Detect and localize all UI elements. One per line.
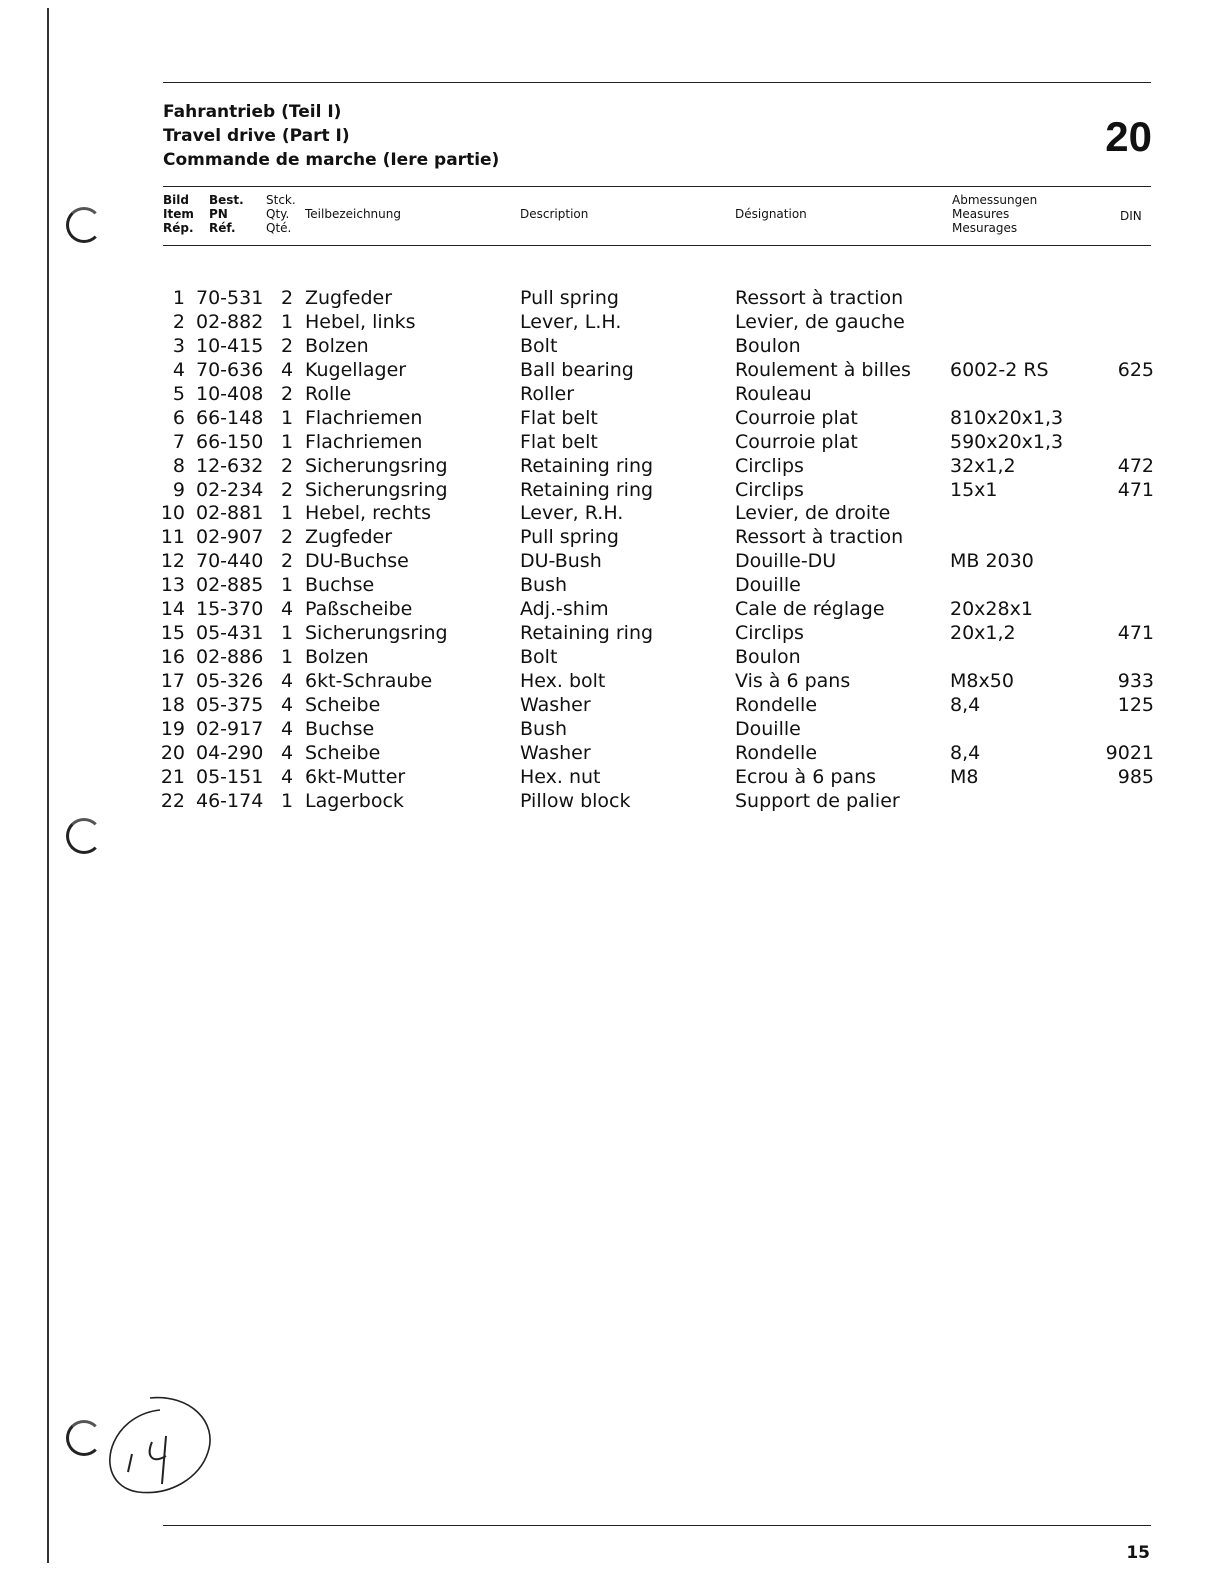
cell-item: 20 (160, 741, 185, 764)
cell-de: Zugfeder (305, 287, 393, 309)
cell-de: 6kt-Schraube (305, 670, 433, 692)
cell-pn: 02-886 (196, 646, 264, 669)
cell-en: Flat belt (520, 430, 598, 453)
cell-fr: Ecrou à 6 pans (735, 765, 877, 788)
cell-fr: Douille-DU (735, 550, 837, 573)
table-row (0, 310, 1224, 334)
cell-fr: Boulon (735, 334, 801, 357)
title-german: Fahrantrieb (Teil I) (163, 102, 342, 122)
cell-dim: 810x20x1,3 (950, 406, 1064, 429)
cell-fr: Circlips (735, 454, 804, 477)
table-row (0, 406, 1224, 430)
punch-hole-icon (66, 1420, 102, 1456)
cell-dim: M8 (950, 765, 979, 788)
cell-pn: 46-174 (196, 789, 264, 812)
cell-en: Retaining ring (520, 478, 654, 501)
cell-de: Rolle (305, 382, 352, 405)
cell-de: Paßscheibe (305, 598, 413, 621)
cell-en: Pull spring (520, 287, 619, 309)
cell-pn: 02-885 (196, 574, 264, 597)
header-teilbezeichnung: Teilbezeichnung (305, 207, 401, 221)
top-rule (163, 82, 1151, 83)
cell-item: 21 (160, 765, 185, 788)
punch-hole-icon (66, 207, 102, 243)
table-row (0, 669, 1224, 693)
handwritten-page-note-icon (100, 1392, 220, 1502)
cell-fr: Levier, de droite (735, 502, 891, 525)
table-row (0, 717, 1224, 741)
section-number: 20 (1105, 113, 1152, 160)
cell-de: Lagerbock (305, 789, 404, 812)
cell-item: 4 (172, 358, 185, 381)
cell-fr: Levier, de gauche (735, 310, 905, 333)
cell-din: 625 (1117, 358, 1154, 381)
cell-pn: 05-151 (196, 765, 264, 788)
table-row (0, 741, 1224, 765)
title-french: Commande de marche (Iere partie) (163, 150, 500, 170)
table-row (0, 597, 1224, 621)
cell-de: Flachriemen (305, 406, 423, 429)
title-english: Travel drive (Part I) (163, 126, 350, 146)
cell-fr: Support de palier (735, 789, 900, 812)
table-row (0, 430, 1224, 454)
cell-qty: 4 (281, 741, 294, 764)
cell-en: Pull spring (520, 526, 619, 549)
cell-dim: MB 2030 (950, 550, 1034, 573)
cell-qty: 4 (281, 717, 294, 740)
cell-item: 10 (160, 502, 185, 525)
cell-item: 16 (160, 646, 185, 669)
cell-pn: 02-881 (196, 502, 264, 525)
cell-en: Washer (520, 741, 591, 764)
header-qty: Stck. Qty. Qté. (266, 193, 296, 235)
cell-item: 7 (172, 430, 185, 453)
cell-pn: 05-326 (196, 670, 264, 692)
cell-item: 5 (172, 382, 185, 405)
cell-dim: 15x1 (950, 478, 998, 501)
cell-en: Hex. nut (520, 765, 601, 788)
cell-qty: 4 (281, 598, 294, 621)
cell-fr: Boulon (735, 646, 801, 669)
cell-din: 933 (1117, 670, 1154, 692)
cell-qty: 4 (281, 765, 294, 788)
table-row (0, 478, 1224, 502)
cell-dim: 6002-2 RS (950, 358, 1049, 381)
cell-pn: 66-150 (196, 430, 264, 453)
cell-en: Retaining ring (520, 622, 654, 645)
header-top-rule (163, 186, 1151, 187)
cell-fr: Rouleau (735, 382, 812, 405)
cell-dim: 20x1,2 (950, 622, 1016, 645)
cell-en: Pillow block (520, 789, 631, 812)
cell-pn: 70-531 (196, 287, 264, 309)
cell-pn: 02-907 (196, 526, 264, 549)
cell-en: Flat belt (520, 406, 598, 429)
cell-fr: Circlips (735, 478, 804, 501)
cell-fr: Ressort à traction (735, 287, 904, 309)
cell-pn: 10-415 (196, 334, 264, 357)
cell-en: Retaining ring (520, 454, 654, 477)
cell-qty: 1 (281, 310, 294, 333)
header-din: DIN (1120, 209, 1142, 223)
cell-qty: 1 (281, 646, 294, 669)
cell-pn: 02-234 (196, 478, 264, 501)
cell-en: Adj.-shim (520, 598, 609, 621)
cell-fr: Rondelle (735, 741, 818, 764)
cell-item: 15 (160, 622, 185, 645)
table-row (0, 621, 1224, 645)
cell-din: 985 (1117, 765, 1154, 788)
cell-de: Scheibe (305, 741, 381, 764)
cell-de: Kugellager (305, 358, 407, 381)
cell-pn: 02-882 (196, 310, 264, 333)
cell-en: Roller (520, 382, 575, 405)
cell-en: Washer (520, 693, 591, 716)
cell-din: 471 (1117, 478, 1154, 501)
cell-fr: Ressort à traction (735, 526, 904, 549)
table-row (0, 358, 1224, 382)
cell-qty: 4 (281, 693, 294, 716)
cell-din: 125 (1117, 693, 1154, 716)
cell-item: 14 (160, 598, 185, 621)
cell-item: 22 (160, 789, 185, 812)
cell-fr: Courroie plat (735, 430, 858, 453)
cell-fr: Cale de réglage (735, 598, 885, 621)
cell-qty: 1 (281, 574, 294, 597)
cell-de: Hebel, rechts (305, 502, 432, 525)
bottom-rule (163, 1525, 1151, 1526)
cell-pn: 70-440 (196, 550, 264, 573)
table-row (0, 549, 1224, 573)
parts-table (0, 286, 1224, 813)
cell-item: 11 (160, 526, 185, 549)
cell-pn: 10-408 (196, 382, 264, 405)
table-row (0, 573, 1224, 597)
cell-qty: 4 (281, 670, 294, 692)
cell-pn: 04-290 (196, 741, 264, 764)
cell-en: Lever, R.H. (520, 502, 624, 525)
cell-qty: 2 (281, 454, 294, 477)
cell-de: Sicherungsring (305, 622, 448, 645)
cell-item: 8 (172, 454, 185, 477)
header-description: Description (520, 207, 589, 221)
cell-en: DU-Bush (520, 550, 602, 573)
cell-qty: 2 (281, 382, 294, 405)
table-row (0, 765, 1224, 789)
cell-item: 12 (160, 550, 185, 573)
cell-qty: 4 (281, 358, 294, 381)
cell-en: Ball bearing (520, 358, 634, 381)
cell-en: Bush (520, 717, 568, 740)
table-row (0, 286, 1224, 310)
punch-hole-icon (66, 818, 102, 854)
cell-pn: 05-375 (196, 693, 264, 716)
cell-qty: 1 (281, 622, 294, 645)
cell-dim: M8x50 (950, 670, 1014, 692)
cell-qty: 2 (281, 334, 294, 357)
table-row (0, 525, 1224, 549)
cell-fr: Courroie plat (735, 406, 858, 429)
cell-item: 9 (172, 478, 185, 501)
cell-fr: Rondelle (735, 693, 818, 716)
cell-en: Bolt (520, 646, 558, 669)
cell-dim: 8,4 (950, 741, 981, 764)
cell-item: 3 (172, 334, 185, 357)
table-row (0, 501, 1224, 525)
cell-pn: 12-632 (196, 454, 264, 477)
cell-qty: 2 (281, 478, 294, 501)
cell-din: 472 (1117, 454, 1154, 477)
cell-qty: 2 (281, 287, 294, 309)
cell-de: Bolzen (305, 646, 369, 669)
cell-fr: Vis à 6 pans (735, 670, 851, 692)
cell-fr: Douille (735, 574, 801, 597)
cell-pn: 66-148 (196, 406, 264, 429)
cell-pn: 70-636 (196, 358, 264, 381)
page-number: 15 (1126, 1543, 1150, 1563)
table-row (0, 334, 1224, 358)
cell-item: 19 (160, 717, 185, 740)
cell-de: Scheibe (305, 693, 381, 716)
cell-pn: 05-431 (196, 622, 264, 645)
cell-en: Hex. bolt (520, 670, 606, 692)
cell-item: 1 (172, 287, 185, 309)
cell-item: 6 (172, 406, 185, 429)
cell-de: Sicherungsring (305, 478, 448, 501)
cell-item: 2 (172, 310, 185, 333)
cell-item: 18 (160, 693, 185, 716)
cell-qty: 2 (281, 526, 294, 549)
header-measures: Abmessungen Measures Mesurages (952, 193, 1038, 235)
cell-de: DU-Buchse (305, 550, 409, 573)
cell-de: Flachriemen (305, 430, 423, 453)
cell-qty: 1 (281, 789, 294, 812)
cell-en: Bush (520, 574, 568, 597)
cell-en: Bolt (520, 334, 558, 357)
cell-en: Lever, L.H. (520, 310, 622, 333)
cell-de: Bolzen (305, 334, 369, 357)
header-designation: Désignation (735, 207, 807, 221)
cell-de: Zugfeder (305, 526, 393, 549)
cell-fr: Circlips (735, 622, 804, 645)
cell-item: 17 (160, 670, 185, 692)
table-row (0, 693, 1224, 717)
cell-din: 9021 (1105, 741, 1154, 764)
cell-din: 471 (1117, 622, 1154, 645)
cell-dim: 20x28x1 (950, 598, 1033, 621)
header-item: Bild Item Rép. (163, 193, 194, 235)
cell-de: Buchse (305, 717, 375, 740)
table-row (0, 789, 1224, 813)
table-row (0, 382, 1224, 406)
table-row (0, 454, 1224, 478)
cell-dim: 590x20x1,3 (950, 430, 1064, 453)
cell-qty: 1 (281, 406, 294, 429)
cell-dim: 8,4 (950, 693, 981, 716)
cell-qty: 1 (281, 430, 294, 453)
cell-de: 6kt-Mutter (305, 765, 406, 788)
cell-de: Sicherungsring (305, 454, 448, 477)
cell-fr: Douille (735, 717, 801, 740)
header-bottom-rule (163, 245, 1151, 246)
cell-de: Hebel, links (305, 310, 416, 333)
cell-qty: 1 (281, 502, 294, 525)
cell-qty: 2 (281, 550, 294, 573)
cell-pn: 15-370 (196, 598, 264, 621)
cell-de: Buchse (305, 574, 375, 597)
cell-dim: 32x1,2 (950, 454, 1016, 477)
header-pn: Best. PN Réf. (209, 193, 244, 235)
cell-fr: Roulement à billes (735, 358, 911, 381)
table-row (0, 645, 1224, 669)
cell-item: 13 (160, 574, 185, 597)
cell-pn: 02-917 (196, 717, 264, 740)
